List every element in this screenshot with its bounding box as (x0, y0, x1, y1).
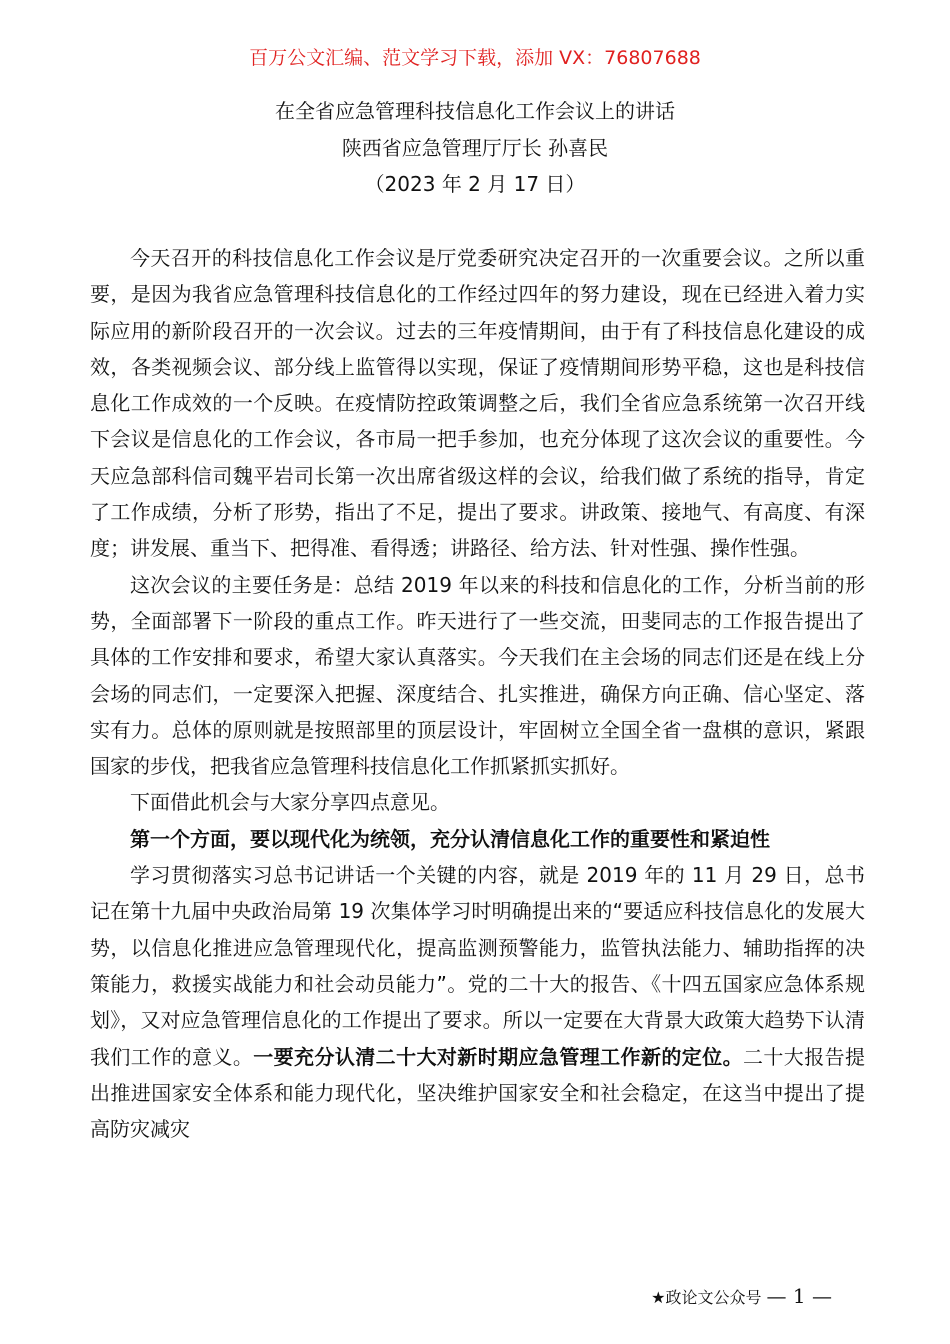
page-title: 在全省应急管理科技信息化工作会议上的讲话 (275, 99, 675, 123)
speech-date: （2023 年 2 月 17 日） (364, 172, 586, 196)
document-body (90, 240, 865, 1147)
paragraph-4 (90, 857, 865, 1147)
page-footer (651, 1283, 832, 1311)
title-block (0, 93, 950, 203)
paragraph-3: 下面借此机会与大家分享四点意见。 (130, 790, 450, 815)
speaker-line: 陕西省应急管理厅厅长 孙喜民 (341, 135, 609, 160)
paragraph-4-text-a: 学习贯彻落实习总书记讲话一个关键的内容，就是 2019 年的 11 月 29 日，总书记在第十九届中央政治局第 19 次集体学习时明确提出来的“要适应科技信息化的发展大势，以信息化推进应急管理现代化，提高监测预警能力，监管执法能力、辅助指挥的决策能力，救援实战能力和社会动员能力”。党的二十大的报告、《十四五国家应急体系规划》，又对应急管理信息化的工作提出了要求。所以一定要在大背景大政策大趋势下认清我们工作的意义。 (90, 863, 865, 1069)
paragraph-4-text-b: 二十大报告提出推进国家安全体系和能力现代化，坚决维护国家安全和社会稳定，在这当中提出了提高防灾减灾 (90, 1044, 866, 1142)
paragraph-2: 这次会议的主要任务是：总结 2019 年以来的科技和信息化的工作，分析当前的形势，全面部署下一阶段的重点工作。昨天进行了一些交流，田斐同志的工作报告提出了具体的工作安排和要求，希望大家认真落实。今天我们在主会场的同志们还是在线上分会场的同志们，一定要深入把握、深度结合、扎实推进，确保方向正确、信心坚定、落实有力。总体的原则就是按照部里的顶层设计，牢固树立全国全省一盘棋的意识，紧跟国家的步伐，把我省应急管理科技信息化工作抓紧抓实抓好。 (90, 572, 865, 779)
promo-header: 百万公文汇编、范文学习下载，添加 VX：76807688 (249, 47, 701, 69)
section-heading-1: 第一个方面，要以现代化为统领，充分认清信息化工作的重要性和紧迫性 (130, 826, 770, 851)
page-number: — 1 — (766, 1284, 832, 1308)
paragraph-4-emphasis: 一要充分认清二十大对新时期应急管理工作新的定位。 (253, 1044, 743, 1069)
footer-source: ★政论文公众号 (651, 1288, 762, 1307)
paragraph-1: 今天召开的科技信息化工作会议是厅党委研究决定召开的一次重要会议。之所以重要，是因为我省应急管理科技信息化的工作经过四年的努力建设，现在已经进入着力实际应用的新阶段召开的一次会议。过去的三年疫情期间，由于有了科技信息化建设的成效，各类视频会议、部分线上监管得以实现，保证了疫情期间形势平稳，这也是科技信息化工作成效的一个反映。在疫情防控政策调整之后，我们全省应急系统第一次召开线下会议是信息化的工作会议，各市局一把手参加，也充分体现了这次会议的重要性。今天应急部科信司魏平岩司长第一次出席省级这样的会议，给我们做了系统的指导，肯定了工作成绩，分析了形势，指出了不足，提出了要求。讲政策、接地气、有高度、有深度；讲发展、重当下、把得准、看得透；讲路径、给方法、针对性强、操作性强。 (90, 246, 865, 561)
